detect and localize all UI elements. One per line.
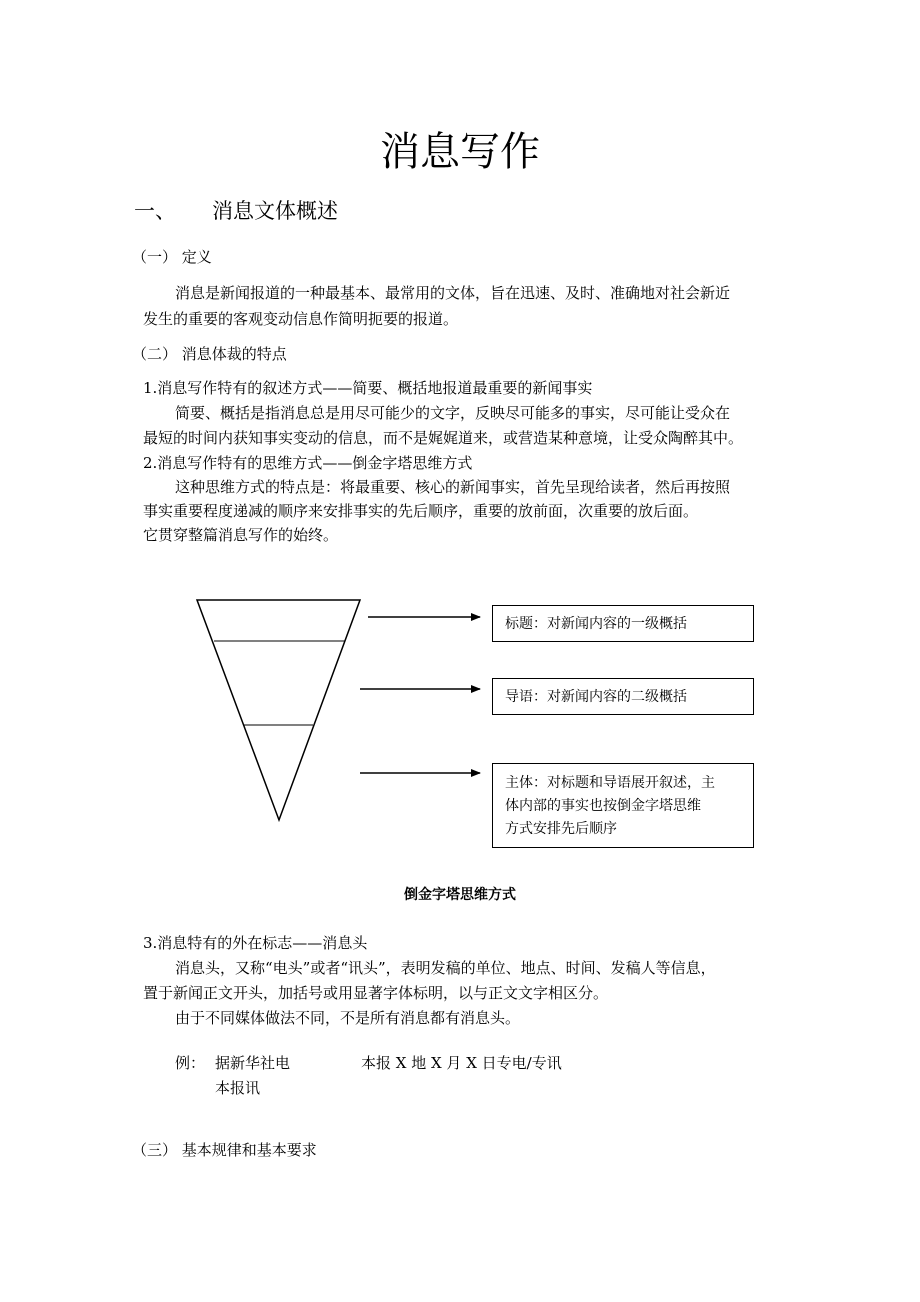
lead-box — [492, 678, 754, 715]
example-item: 据新华社电 — [215, 1054, 291, 1072]
paragraph-line: 这种思维方式的特点是：将最重要、核心的新闻事实，首先呈现给读者，然后再按照 — [175, 478, 731, 496]
headline-box — [492, 605, 754, 642]
lead-box-text: 导语：对新闻内容的二级概括 — [505, 689, 687, 705]
diagram-caption: 倒金字塔思维方式 — [404, 887, 516, 903]
page-title: 消息写作 — [380, 129, 540, 175]
example-item: 本报讯 — [215, 1079, 261, 1097]
paragraph-line: 简要、概括是指消息总是用尽可能少的文字，反映尽可能多的事实，尽可能让受众在 — [175, 404, 731, 422]
section-number: 一、 — [134, 199, 176, 223]
example-item: 本报 X 地 X 月 X 日专电/专讯 — [361, 1054, 562, 1072]
paragraph-line: 消息是新闻报道的一种最基本、最常用的文体，旨在迅速、及时、准确地对社会新近 — [175, 284, 731, 302]
example-label: 例： — [175, 1054, 206, 1072]
headline-box-text: 标题：对新闻内容的一级概括 — [505, 616, 687, 632]
point-heading: 2.消息写作特有的思维方式——倒金字塔思维方式 — [143, 454, 473, 472]
section-heading: 消息文体概述 — [212, 199, 338, 223]
paragraph-line: 发生的重要的客观变动信息作简明扼要的报道。 — [143, 310, 459, 328]
subsection-heading-rules: （三） 基本规律和基本要求 — [132, 1141, 317, 1159]
subsection-heading-definition: （一） 定义 — [132, 248, 212, 266]
pyramid-shape — [197, 600, 360, 820]
body-box — [492, 763, 754, 848]
paragraph-line: 置于新闻正文开头，加括号或用显著字体标明，以与正文文字相区分。 — [143, 984, 609, 1002]
paragraph-line: 由于不同媒体做法不同，不是所有消息都有消息头。 — [175, 1009, 521, 1027]
body-box-text: 体内部的事实也按倒金字塔思维 — [505, 798, 701, 814]
point-heading: 1.消息写作特有的叙述方式——简要、概括地报道最重要的新闻事实 — [143, 379, 593, 397]
paragraph-line: 它贯穿整篇消息写作的始终。 — [143, 526, 339, 544]
paragraph-line: 最短的时间内获知事实变动的信息，而不是娓娓道来，或营造某种意境，让受众陶醉其中。 — [143, 429, 744, 447]
point-heading: 3.消息特有的外在标志——消息头 — [143, 934, 368, 952]
body-box-text: 方式安排先后顺序 — [505, 821, 617, 837]
subsection-heading-features: （二） 消息体裁的特点 — [132, 345, 287, 363]
paragraph-line: 事实重要程度递减的顺序来安排事实的先后顺序，重要的放前面，次重要的放后面。 — [143, 502, 699, 520]
body-box-text: 主体：对标题和导语展开叙述，主 — [505, 775, 715, 791]
paragraph-line: 消息头，又称“电头”或者“讯头”，表明发稿的单位、地点、时间、发稿人等信息， — [175, 959, 716, 977]
inverted-pyramid-diagram — [0, 580, 920, 870]
